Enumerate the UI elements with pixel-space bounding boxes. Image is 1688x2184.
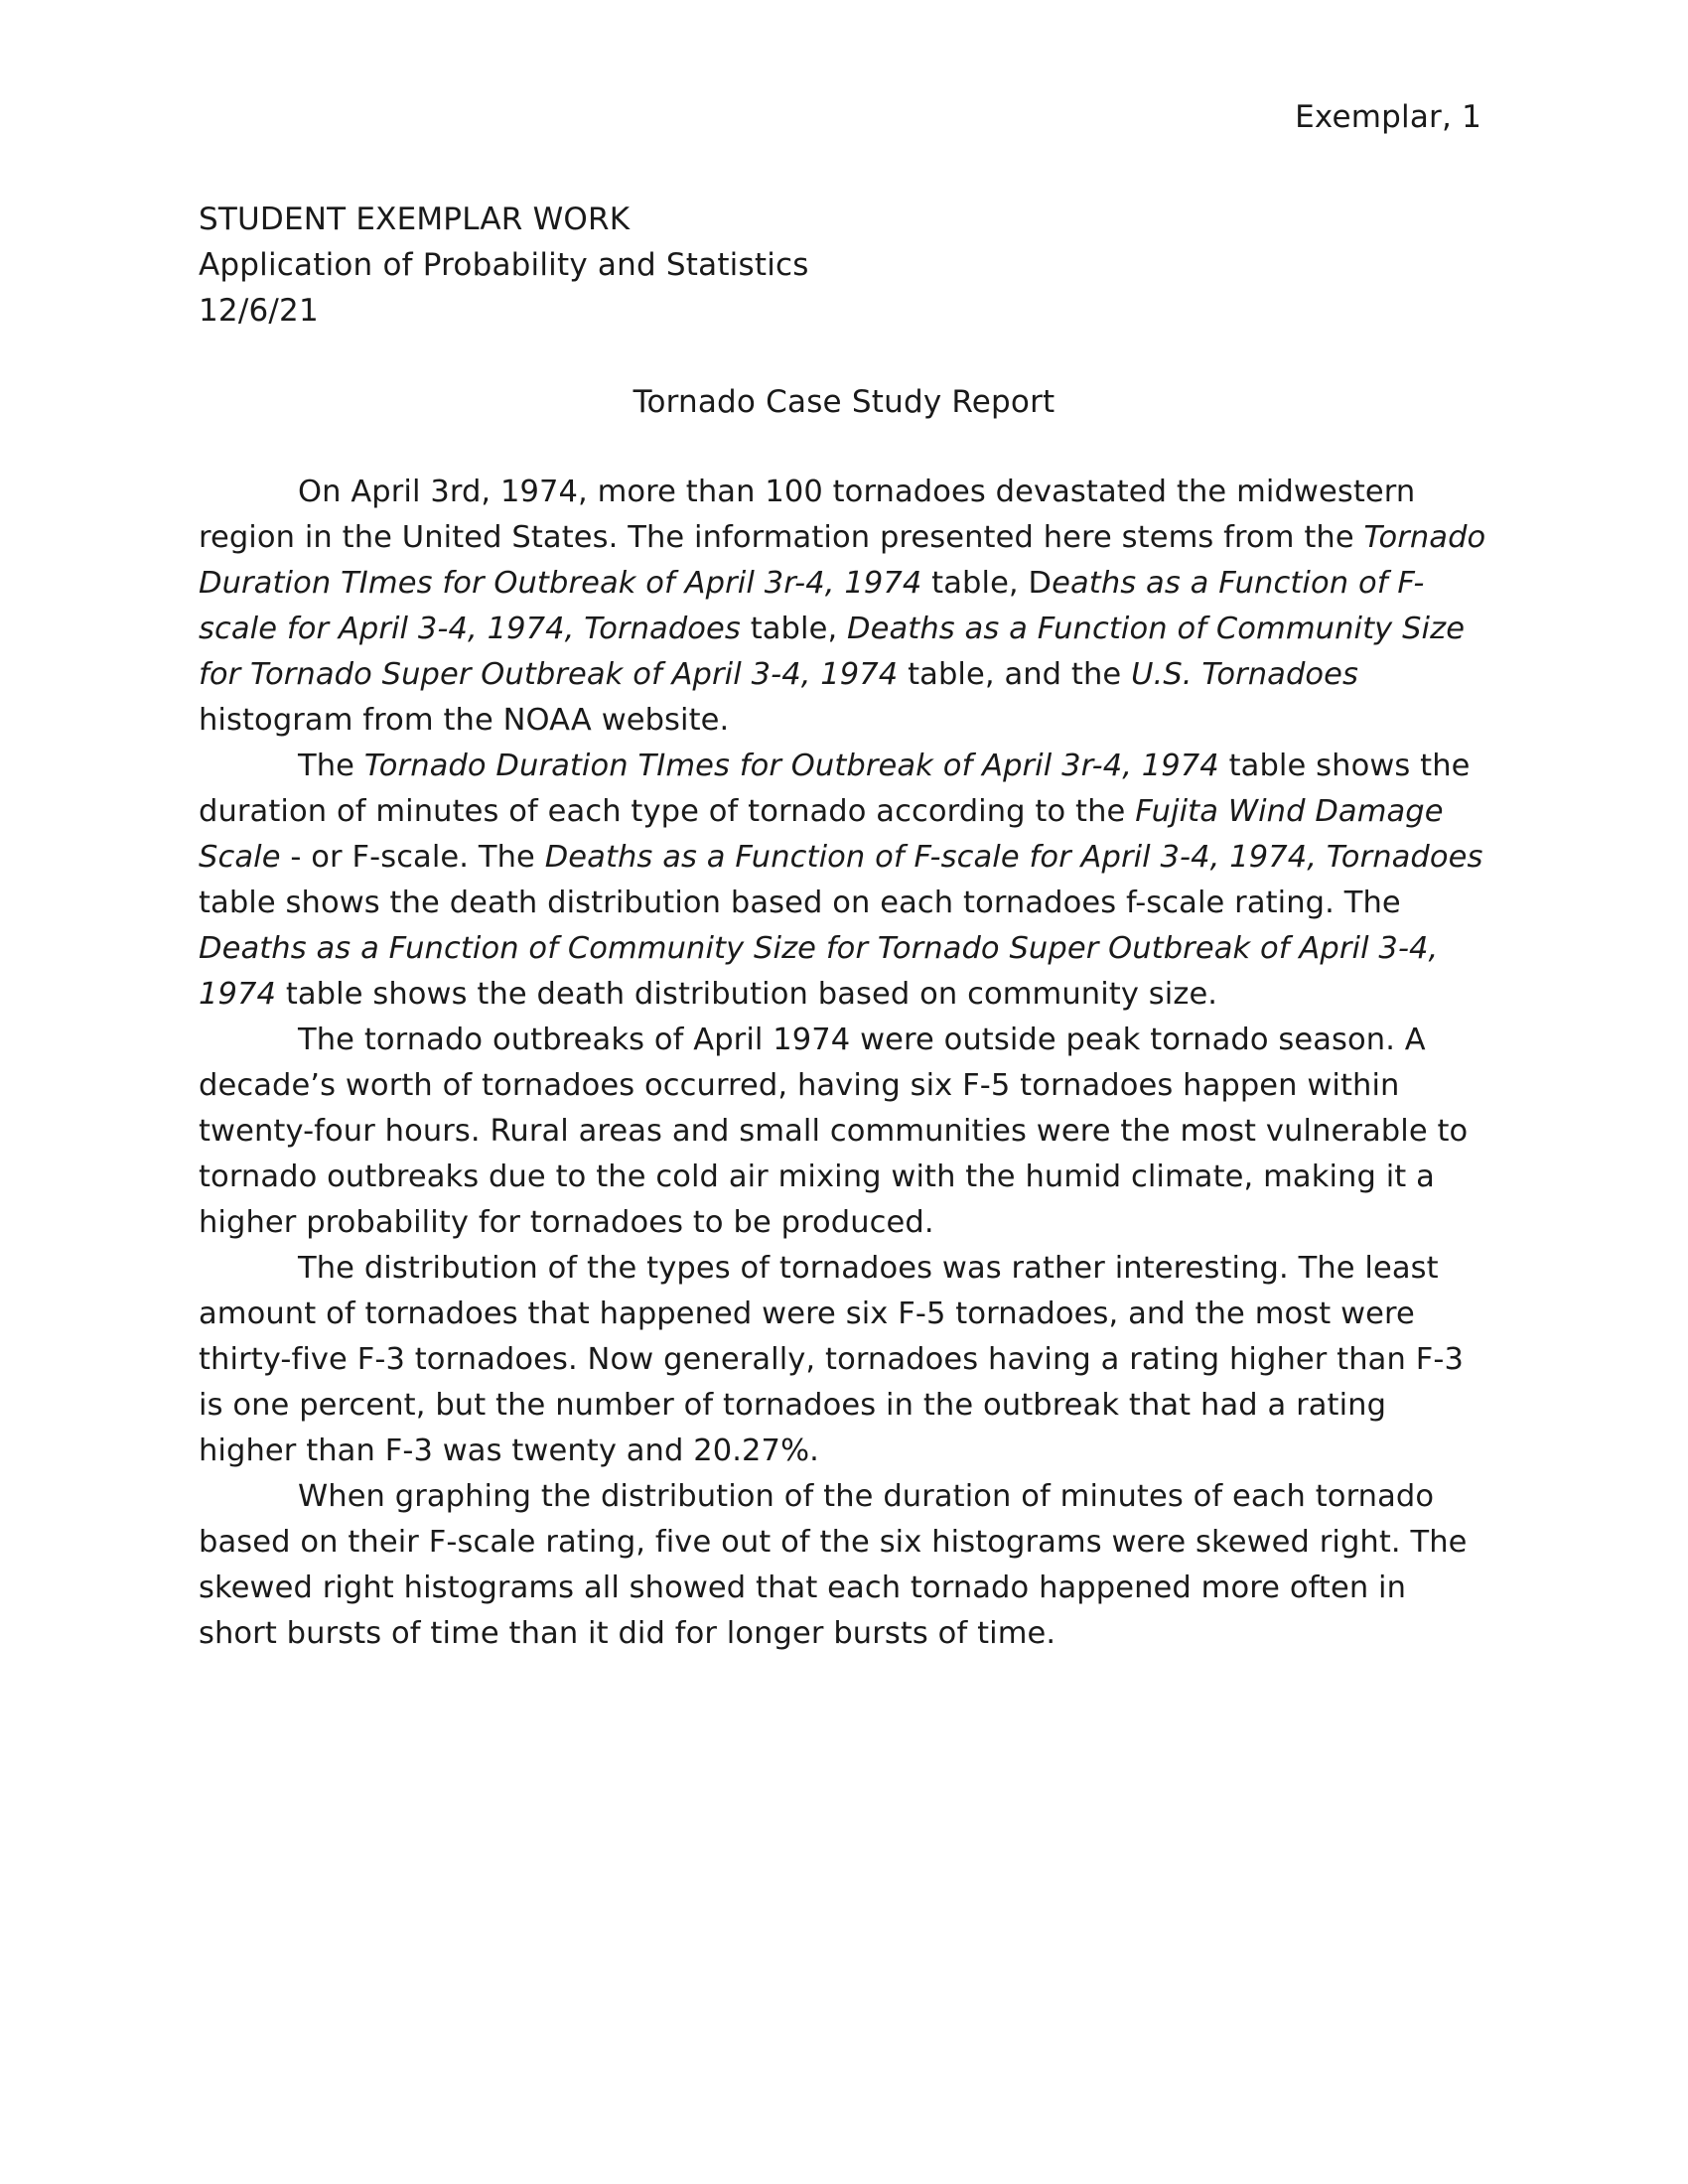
report-body bbox=[199, 470, 1489, 1657]
table-title-italic: Deaths as a Function of F-scale for April 3-4, 1974, Tornadoes bbox=[544, 840, 1483, 875]
paragraph-text: table, and the bbox=[898, 657, 1132, 692]
paragraph-text: table shows the duration of minutes of each type of tornado according to the bbox=[199, 749, 1471, 829]
paragraph-3: The tornado outbreaks of April 1974 were outside peak tornado season. A decade’s worth of tornadoes occurred, having six F-5 tornadoes happen within twenty-four hours. Rural areas and small communities were the most vulnerable to tornado outbreaks due to the cold air mixing with the humid climate, making it a higher probability for tornadoes to be produced. bbox=[199, 1023, 1469, 1240]
heading-line-course: Application of Probability and Statistics bbox=[199, 247, 809, 283]
paragraph-text: table, D bbox=[921, 566, 1053, 601]
paragraph-text: The bbox=[298, 749, 364, 783]
paragraph-5: When graphing the distribution of the duration of minutes of each tornado based on their F-scale rating, five out of the six histograms were skewed right. The skewed right histograms all showed that each tornado happened more often in short bursts of time than it did for longer bursts of time. bbox=[199, 1479, 1468, 1651]
paragraph-text: table shows the death distribution based on each tornadoes f-scale rating. The bbox=[199, 886, 1401, 920]
paragraph-text: - or F-scale. The bbox=[280, 840, 545, 875]
table-title-italic: eaths as a Function of F-scale for April 3-4, 1974, Tornadoes bbox=[199, 566, 1425, 646]
paragraph-text: table shows the death distribution based on community size. bbox=[276, 977, 1218, 1012]
paragraph-2 bbox=[199, 744, 1489, 1018]
scale-name-italic: Fujita Wind Damage Scale bbox=[199, 794, 1444, 875]
paragraph-text: histogram from the NOAA website. bbox=[199, 703, 730, 738]
table-title-italic: Tornado Duration TImes for Outbreak of April 3r-4, 1974 bbox=[199, 520, 1486, 601]
paragraph-1 bbox=[199, 470, 1489, 744]
histogram-title-italic: U.S. Tornadoes bbox=[1131, 657, 1359, 692]
paragraph-4: The distribution of the types of tornadoes was rather interesting. The least amount of tornadoes that happened were six F-5 tornadoes, and the most were thirty-five F-3 tornadoes. Now generally, tornadoes having a rating higher than F-3 is one percent, but the number of tornadoes in the outbreak that had a rating higher than F-3 was twenty and 20.27%. bbox=[199, 1251, 1464, 1468]
table-title-italic: Deaths as a Function of Community Size for Tornado Super Outbreak of April 3-4, 1974 bbox=[199, 931, 1439, 1012]
report-title: Tornado Case Study Report bbox=[633, 384, 1055, 420]
heading-block bbox=[199, 197, 809, 334]
page-header-label: Exemplar, 1 bbox=[1295, 99, 1481, 135]
paragraph-text: table, bbox=[740, 612, 848, 646]
table-title-italic: Tornado Duration TImes for Outbreak of April 3r-4, 1974 bbox=[363, 749, 1219, 783]
paragraph-text: On April 3rd, 1974, more than 100 tornadoes devastated the midwestern region in the United States. The information presented here stems from the bbox=[199, 475, 1416, 555]
table-title-italic: Deaths as a Function of Community Size for Tornado Super Outbreak of April 3-4, 1974 bbox=[199, 612, 1466, 692]
heading-line-label: STUDENT EXEMPLAR WORK bbox=[199, 202, 631, 237]
heading-line-date: 12/6/21 bbox=[199, 293, 319, 329]
